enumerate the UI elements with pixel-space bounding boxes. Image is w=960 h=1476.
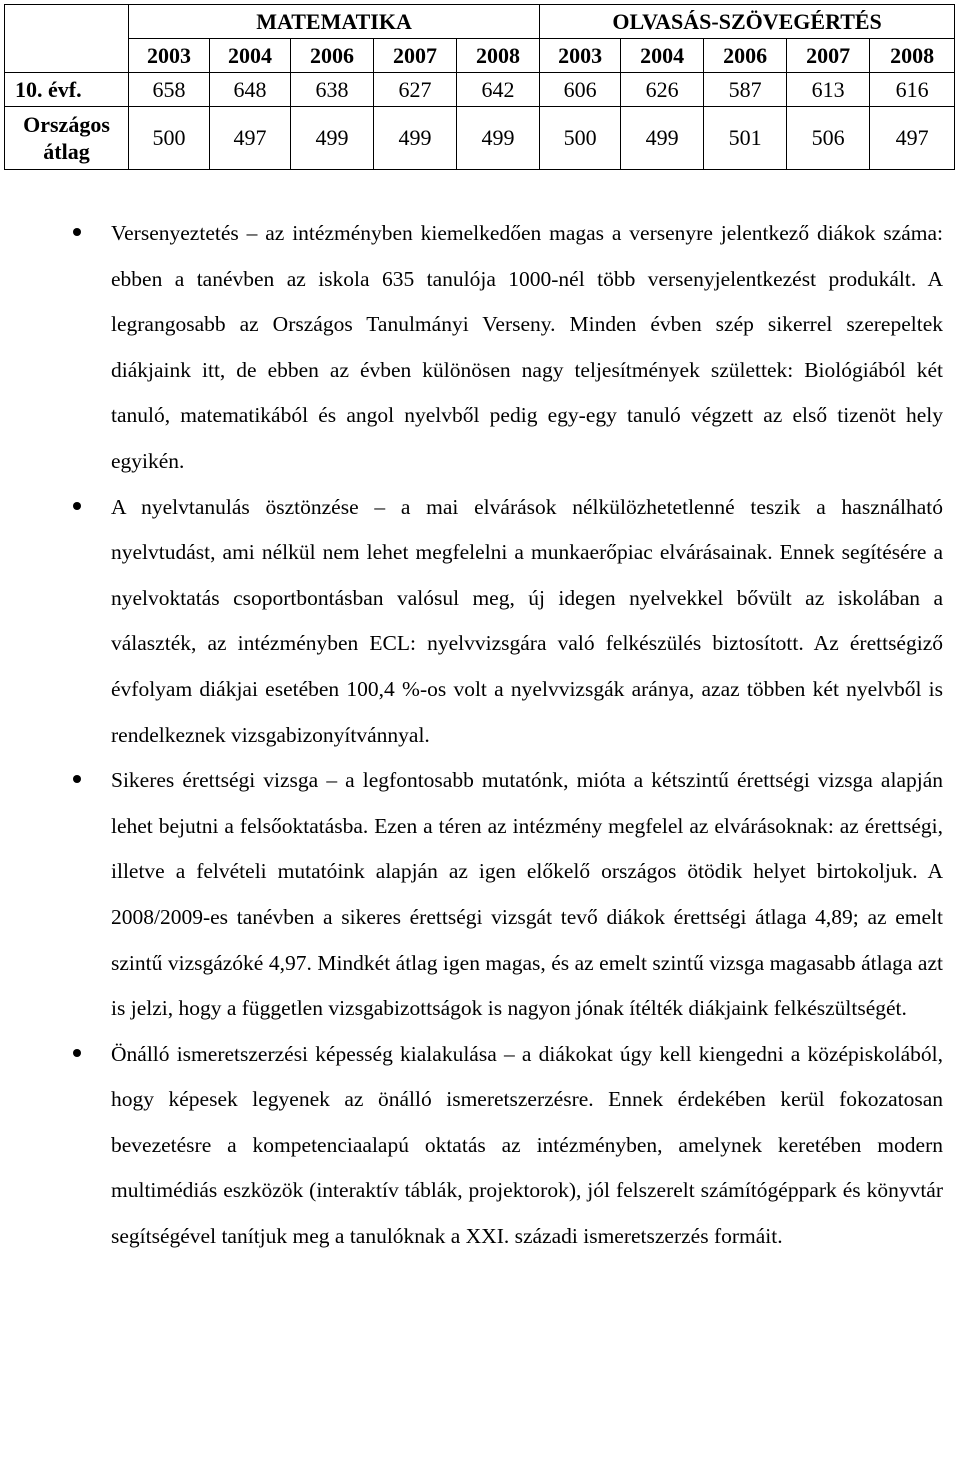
table-row	[5, 73, 955, 107]
year-cell: 2008	[457, 39, 540, 73]
list-item	[111, 1032, 943, 1260]
bullet-text: a legfontosabb mutatónk, mióta a kétszintű érettségi vizsga alapján lehet bejutni a felsőoktatásba. Ezen a téren az intézmény megfelel az elvárásoknak: az érettségi, illetve a felvételi mutatóink alapján az igen előkelő országos ötödik helyet birtokoljuk. A 2008/2009-es tanévben a sikeres érettségi vizsgát tevő diákok érettségi átlaga 4,89; az emelt szintű vizsgázóké 4,97. Mindkét átlag igen magas, és az emelt szintű vizsga magasabb átlaga azt is jelzi, hogy a független vizsgabizottságok is nagyon jónak ítélték diákjaink felkészültségét.	[111, 768, 943, 1021]
bullet-icon	[73, 1049, 81, 1057]
table-cell: 638	[291, 73, 374, 107]
bullet-icon	[73, 775, 81, 783]
list-item	[111, 485, 943, 759]
table-cell: 506	[787, 107, 870, 170]
table-cell: 616	[870, 73, 955, 107]
results-table	[4, 4, 955, 170]
bullet-lead: A nyelvtanulás ösztönzése	[111, 494, 359, 519]
year-cell: 2008	[870, 39, 955, 73]
table-cell: 613	[787, 73, 870, 107]
table-cell: 648	[210, 73, 291, 107]
bullet-icon	[73, 502, 81, 510]
year-cell: 2004	[621, 39, 704, 73]
row-label-line: átlag	[43, 139, 90, 164]
row-label	[5, 107, 129, 170]
year-cell: 2003	[129, 39, 210, 73]
table-cell: 501	[704, 107, 787, 170]
row-label-line: Országos	[23, 112, 110, 137]
bullet-lead: Önálló ismeretszerzési képesség kialakulása	[111, 1041, 497, 1066]
list-item	[111, 758, 943, 1032]
bullet-list	[111, 211, 943, 1260]
year-cell: 2007	[787, 39, 870, 73]
table-cell: 499	[457, 107, 540, 170]
table-cell: 606	[540, 73, 621, 107]
table-years-row	[5, 39, 955, 73]
corner-cell	[5, 5, 129, 73]
bullet-text: a mai elvárások nélkülözhetetlenné teszik a használható nyelvtudást, ami nélkül nem lehet megfelelni a munkaerőpiac elvárásainak. Ennek segítésére a nyelvoktatás csoportbontásban valósul meg, új idegen nyelvekkel bővült az iskolában a választék, az intézményben ECL: nyelvvizsgára való felkészülés biztosított. Az érettségiző évfolyam diákjai esetében 100,4 %-os volt a nyelvvizsgák aránya, azaz többen két nyelvből is rendelkeznek vizsgabizonyítvánnyal.	[111, 494, 944, 747]
bullet-icon	[73, 228, 81, 236]
table-cell: 499	[621, 107, 704, 170]
year-cell: 2003	[540, 39, 621, 73]
header-matematika: MATEMATIKA	[129, 5, 540, 39]
table-cell: 497	[210, 107, 291, 170]
bullet-dash: –	[503, 1041, 515, 1066]
row-label: 10. évf.	[5, 73, 129, 107]
table-cell: 642	[457, 73, 540, 107]
table-row	[5, 107, 955, 170]
year-cell: 2004	[210, 39, 291, 73]
table-cell: 499	[291, 107, 374, 170]
table-cell: 500	[129, 107, 210, 170]
table-cell: 658	[129, 73, 210, 107]
bullet-dash: –	[374, 494, 386, 519]
table-cell: 587	[704, 73, 787, 107]
table-cell: 500	[540, 107, 621, 170]
table-cell: 497	[870, 107, 955, 170]
year-cell: 2007	[374, 39, 457, 73]
header-olvasas: OLVASÁS-SZÖVEGÉRTÉS	[540, 5, 955, 39]
bullet-lead: Versenyeztetés	[111, 221, 239, 245]
list-item	[111, 211, 943, 485]
year-cell: 2006	[291, 39, 374, 73]
table-cell: 626	[621, 73, 704, 107]
bullet-text: az intézményben kiemelkedően magas a versenyre jelentkező diákok száma: ebben a tanévben az iskola 635 tanulója 1000-nél több versenyjelentkezést produkált. A legrangosabb az Országos Tanulmányi Verseny. Minden évben szép sikerrel szerepeltek diákjaink itt, de ebben az évben különösen nagy teljesítmények születtek: Biológiából két tanuló, matematikából és angol nyelvből pedig egy-egy tanuló végzett az első tizenöt hely egyikén.	[111, 221, 944, 473]
bullet-text: a diákokat úgy kell kiengedni a középiskolából, hogy képesek legyenek az önálló ismeretszerzésre. Ennek érdekében kerül fokozatosan bevezetésre a kompetenciaalapú oktatás az intézményben, amelynek keretében modern multimédiás eszközök (interaktív táblák, projektorok), jól felszerelt számítógéppark és könyvtár segítségével tanítjuk meg a tanulóknak a XXI. századi ismeretszerzés formáit.	[111, 1041, 944, 1249]
table-cell: 627	[374, 73, 457, 107]
year-cell: 2006	[704, 39, 787, 73]
bullet-dash: –	[326, 768, 338, 793]
table-header-row	[5, 5, 955, 39]
bullet-lead: Sikeres érettségi vizsga	[111, 768, 319, 793]
table-cell: 499	[374, 107, 457, 170]
bullet-dash: –	[246, 221, 258, 245]
